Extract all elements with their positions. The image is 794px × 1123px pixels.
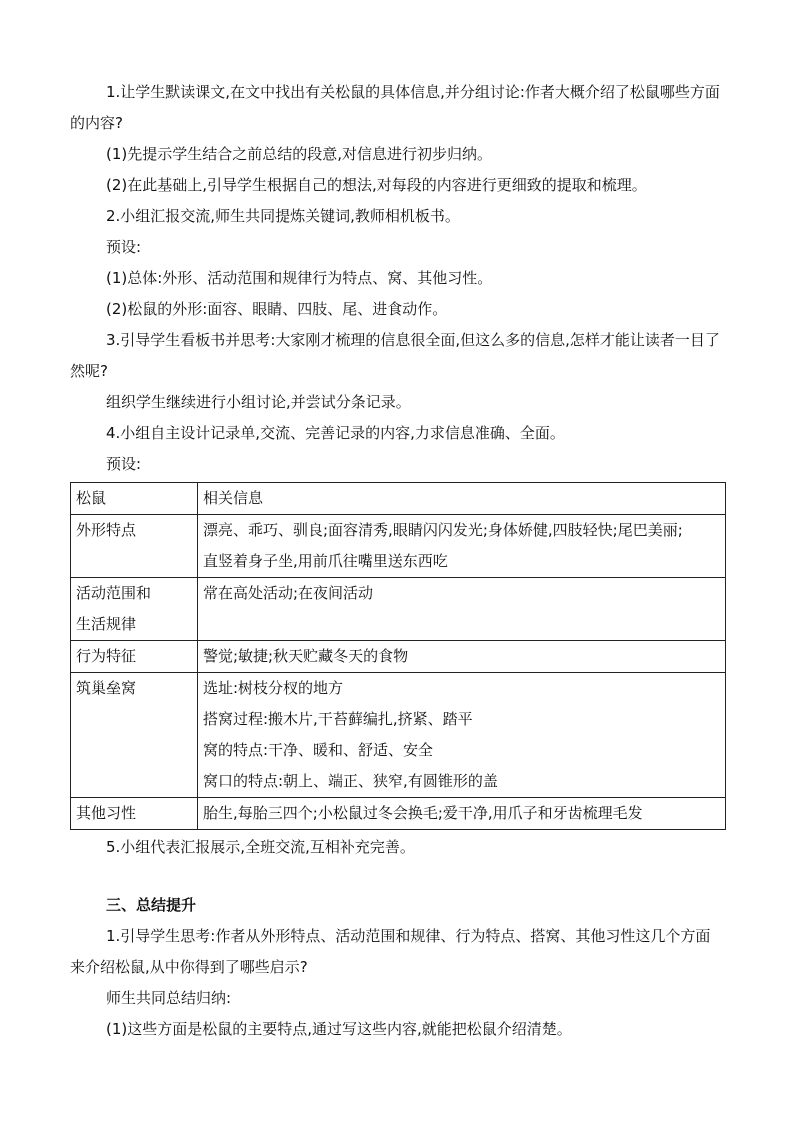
table-cell-line: 窝的特点:干净、暖和、舒适、安全 (203, 741, 434, 759)
table-row (71, 641, 726, 673)
table-key-cell (71, 578, 198, 641)
section-heading: 三、总结提升 (106, 896, 197, 914)
paragraph-6: (1)总体:外形、活动范围和规律行为特点、窝、其他习性。 (106, 269, 493, 287)
paragraph-after-table: 5.小组代表汇报展示,全班交流,互相补充完善。 (106, 838, 415, 856)
table-row (71, 578, 726, 641)
table-value-cell (198, 798, 726, 830)
paragraph-5: 预设: (106, 238, 142, 256)
paragraph-9: 组织学生继续进行小组讨论,并尝试分条记录。 (106, 393, 411, 411)
table-key-cell: 外形特点 (71, 515, 198, 578)
table-cell-line: 选址:树枝分杈的地方 (203, 679, 344, 697)
table-row (71, 673, 726, 798)
table-key-cell: 行为特征 (71, 641, 198, 673)
paragraph-12: 1.引导学生思考:作者从外形特点、活动范围和规律、行为特点、搭窝、其他习性这几个方面来介绍松鼠,从中你得到了哪些启示? (70, 927, 711, 976)
table-cell-line: 直竖着身子坐,用前爪往嘴里送东西吃 (203, 552, 448, 570)
table-value-cell (198, 641, 726, 673)
paragraph-10: 4.小组自主设计记录单,交流、完善记录的内容,力求信息准确、全面。 (106, 424, 565, 442)
table-row (71, 515, 726, 578)
document-body (70, 77, 725, 1045)
table-header-cell: 相关信息 (198, 483, 726, 515)
table-value-cell (198, 578, 726, 641)
paragraph-14: (1)这些方面是松鼠的主要特点,通过写这些内容,就能把松鼠介绍清楚。 (106, 1020, 572, 1038)
paragraph-1: 1.让学生默读课文,在文中找出有关松鼠的具体信息,并分组讨论:作者大概介绍了松鼠哪些方面的内容? (70, 83, 720, 132)
table-key-line: 生活规律 (76, 615, 137, 633)
table-key-line: 活动范围和 (76, 584, 152, 602)
paragraph-4: 2.小组汇报交流,师生共同提炼关键词,教师相机板书。 (106, 207, 460, 225)
table-cell-line: 搭窝过程:搬木片,干苔藓编扎,挤紧、踏平 (203, 710, 473, 728)
table-key-cell: 其他习性 (71, 798, 198, 830)
table-value-cell (198, 515, 726, 578)
squirrel-info-table (70, 482, 726, 830)
paragraph-13: 师生共同总结归纳: (106, 989, 232, 1007)
paragraph-2: (1)先提示学生结合之前总结的段意,对信息进行初步归纳。 (106, 145, 493, 163)
table-cell-line: 窝口的特点:朝上、端正、狭窄,有圆锥形的盖 (203, 772, 498, 790)
table-header-cell: 松鼠 (71, 483, 198, 515)
table-cell-line: 警觉;敏捷;秋天贮藏冬天的食物 (203, 647, 409, 665)
table-key-cell: 筑巢垒窝 (71, 673, 198, 798)
paragraph-3: (2)在此基础上,引导学生根据自己的想法,对每段的内容进行更细致的提取和梳理。 (106, 176, 647, 194)
table-header-row (71, 483, 726, 515)
table-cell-line: 胎生,每胎三四个;小松鼠过冬会换毛;爱干净,用爪子和牙齿梳理毛发 (203, 804, 643, 822)
paragraph-11: 预设: (106, 455, 142, 473)
table-cell-line: 常在高处活动;在夜间活动 (203, 584, 374, 602)
paragraph-7: (2)松鼠的外形:面容、眼睛、四肢、尾、进食动作。 (106, 300, 448, 318)
paragraph-8: 3.引导学生看板书并思考:大家刚才梳理的信息很全面,但这么多的信息,怎样才能让读者一目了然呢? (70, 331, 720, 380)
table-row (71, 798, 726, 830)
table-cell-line: 漂亮、乖巧、驯良;面容清秀,眼睛闪闪发光;身体娇健,四肢轻快;尾巴美丽; (203, 521, 683, 539)
table-value-cell (198, 673, 726, 798)
